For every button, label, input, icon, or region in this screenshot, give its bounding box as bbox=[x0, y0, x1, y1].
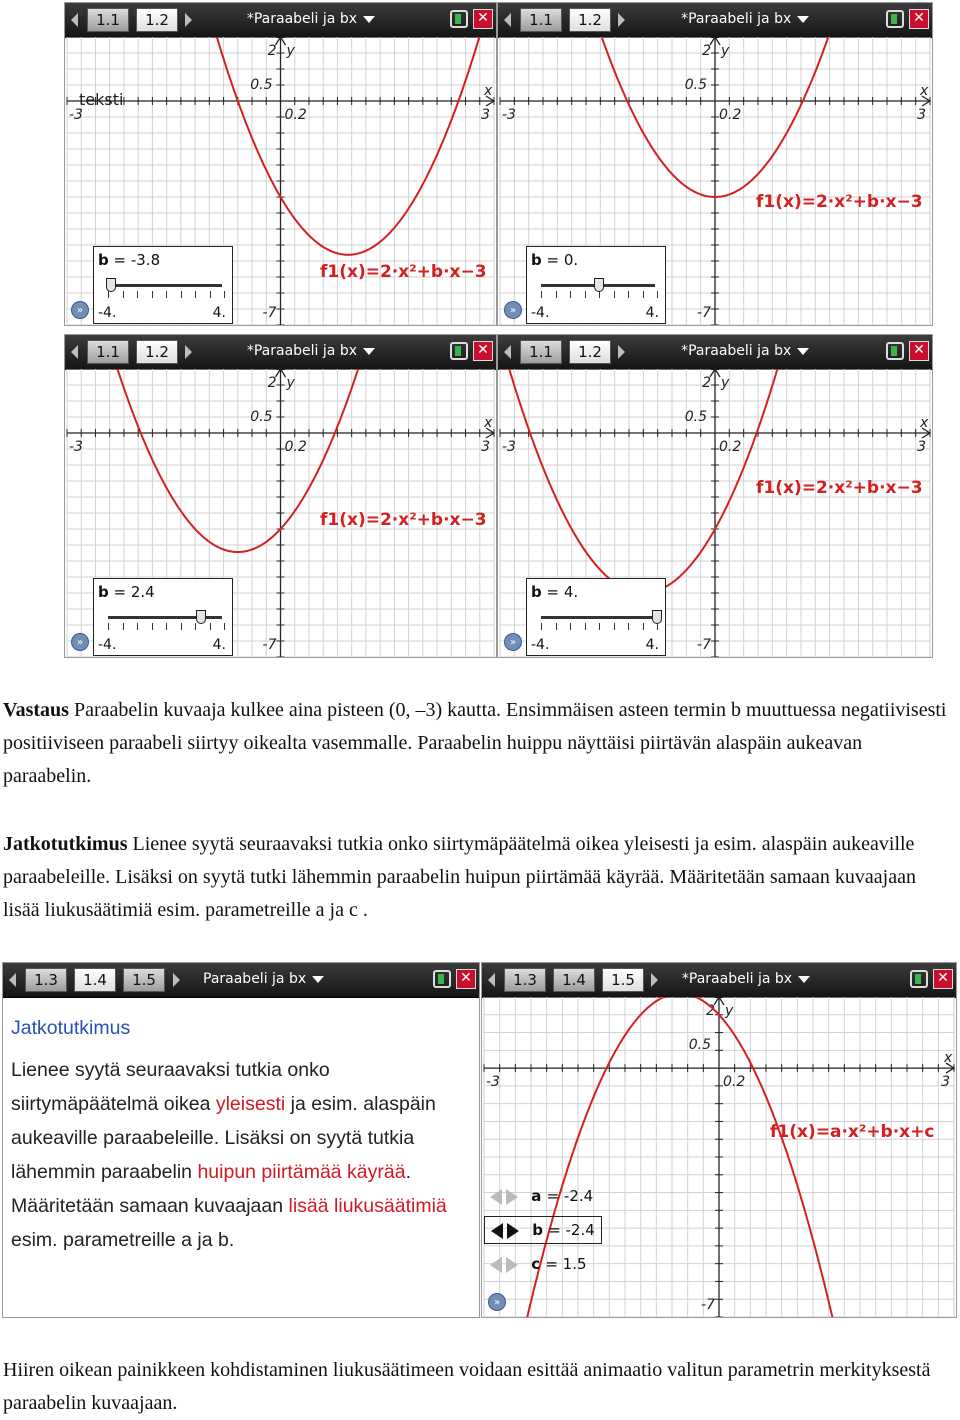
y-scale-label: 0.5 bbox=[250, 77, 273, 93]
slider-thumb[interactable] bbox=[652, 610, 662, 624]
slider-decrement-icon[interactable] bbox=[491, 1223, 503, 1239]
close-icon[interactable]: ✕ bbox=[456, 969, 476, 989]
y-max-label: 2 bbox=[267, 43, 277, 59]
battery-icon bbox=[433, 970, 451, 988]
y-min-label: -7 bbox=[697, 637, 711, 653]
tab-left-arrow-icon[interactable] bbox=[504, 13, 511, 27]
y-scale-label: 0.5 bbox=[684, 409, 707, 425]
slider-b[interactable] bbox=[93, 578, 233, 656]
slider-tick bbox=[643, 291, 644, 298]
slider-value: = -2.4 bbox=[546, 1187, 594, 1205]
x-axis-label: x bbox=[920, 83, 929, 99]
tab-left-arrow-icon[interactable] bbox=[71, 345, 78, 359]
notes-text-part: esim. parametreille a ja b. bbox=[11, 1229, 235, 1251]
x-max-label: 3 bbox=[917, 439, 926, 455]
slider-tick bbox=[599, 623, 600, 630]
slider-value-label: b = -3.8 bbox=[98, 251, 161, 269]
tab-1-1[interactable]: 1.1 bbox=[520, 340, 562, 364]
slider-name: b bbox=[527, 1221, 549, 1239]
slider-tick bbox=[137, 623, 138, 630]
further-study-text: Lienee syytä seuraavaksi tutkia onko siirtymäpäätelmä oikea yleisesti ja esim. alaspäin aukeaville paraabeleille. Lisäksi on syytä tutki lähemmin paraabelin huipun piirtämää käyrää. Määritetään samaan kuvaajaan lisää liukusäätimiä esim. parametreille a ja c . bbox=[3, 833, 916, 921]
y-min-label: -7 bbox=[262, 305, 277, 321]
tab-right-arrow-icon[interactable] bbox=[651, 973, 658, 987]
function-label: f1(x)=2·x²+b·x−3 bbox=[320, 262, 487, 282]
x-max-label: 3 bbox=[481, 439, 490, 455]
slider-thumb[interactable] bbox=[196, 610, 206, 624]
slider-tick bbox=[108, 623, 109, 630]
function-label: f1(x)=2·x²+b·x−3 bbox=[756, 192, 923, 212]
slider-tick bbox=[585, 291, 586, 298]
toolbar bbox=[482, 963, 956, 998]
further-study-paragraph bbox=[3, 828, 953, 927]
slider-min: -4. bbox=[98, 305, 117, 321]
slider-tick bbox=[224, 623, 225, 630]
notes-text-part: huipun piirtämää käyrää bbox=[197, 1161, 406, 1183]
calculator-screen-b-0 bbox=[497, 2, 933, 326]
fast-forward-icon[interactable]: » bbox=[488, 1293, 506, 1311]
slider-tick bbox=[643, 623, 644, 630]
y-min-label: -7 bbox=[262, 637, 277, 653]
tab-right-arrow-icon[interactable] bbox=[618, 13, 625, 27]
tab-right-arrow-icon[interactable] bbox=[173, 973, 180, 987]
fast-forward-icon[interactable]: » bbox=[71, 301, 89, 319]
tab-1-2[interactable]: 1.2 bbox=[136, 8, 178, 32]
tab-1-2[interactable]: 1.2 bbox=[569, 340, 611, 364]
text-label: teksti bbox=[79, 90, 124, 109]
x-scale-label: 0.2 bbox=[719, 439, 742, 455]
slider-tick bbox=[570, 291, 571, 298]
slider-a[interactable] bbox=[490, 1187, 593, 1205]
slider-tick bbox=[556, 291, 557, 298]
slider-decrement-icon[interactable] bbox=[490, 1189, 502, 1205]
slider-max: 4. bbox=[645, 637, 659, 653]
y-axis-label: y bbox=[725, 1003, 734, 1019]
slider-tick bbox=[181, 623, 182, 630]
y-max-label: 2 bbox=[706, 1003, 715, 1019]
tab-left-arrow-icon[interactable] bbox=[488, 973, 495, 987]
x-scale-label: 0.2 bbox=[719, 107, 742, 123]
slider-tick bbox=[123, 291, 124, 298]
y-scale-label: 0.5 bbox=[684, 77, 707, 93]
toolbar bbox=[498, 335, 932, 370]
slider-track[interactable] bbox=[108, 284, 222, 287]
slider-tick bbox=[628, 623, 629, 630]
notes-text-part: Lienee syytä seuraavaksi tutkia onko siirtymäpäätelmä oikea bbox=[11, 1059, 330, 1115]
tab-1-2[interactable]: 1.2 bbox=[569, 8, 611, 32]
caret-down-icon bbox=[363, 16, 375, 23]
closing-text: Hiiren oikean painikkeen kohdistaminen liukusäätimeen voidaan esittää animaatio valitun parametrin merkityksestä paraabelin kuvaajaan. bbox=[3, 1359, 931, 1414]
y-axis-label: y bbox=[286, 43, 295, 59]
battery-icon bbox=[450, 10, 468, 28]
x-scale-label: 0.2 bbox=[284, 439, 307, 455]
document-title-text: *Paraabeli ja bx bbox=[246, 343, 357, 359]
slider-max: 4. bbox=[212, 305, 226, 321]
caret-down-icon bbox=[797, 16, 809, 23]
slider-max: 4. bbox=[645, 305, 659, 321]
x-min-label: -3 bbox=[69, 439, 83, 455]
fast-forward-icon[interactable]: » bbox=[504, 301, 522, 319]
fast-forward-icon[interactable]: » bbox=[504, 633, 522, 651]
slider-tick bbox=[224, 291, 225, 298]
close-icon[interactable]: ✕ bbox=[473, 341, 493, 361]
slider-tick bbox=[570, 623, 571, 630]
fast-forward-icon[interactable]: » bbox=[71, 633, 89, 651]
slider-name: a bbox=[526, 1187, 547, 1205]
slider-b[interactable] bbox=[93, 246, 233, 324]
x-max-label: 3 bbox=[941, 1074, 950, 1091]
slider-tick bbox=[657, 291, 658, 298]
close-icon[interactable]: ✕ bbox=[909, 341, 929, 361]
caret-down-icon bbox=[312, 976, 324, 983]
slider-increment-icon[interactable] bbox=[507, 1223, 519, 1239]
y-scale-label: 0.5 bbox=[250, 409, 273, 425]
document-title[interactable] bbox=[203, 971, 324, 987]
slider-value-label: b = 4. bbox=[531, 583, 579, 601]
slider-min: -4. bbox=[531, 305, 550, 321]
battery-icon bbox=[910, 970, 928, 988]
document-title-text: *Paraabeli ja bx bbox=[681, 343, 792, 359]
slider-min: -4. bbox=[98, 637, 117, 653]
document-title[interactable] bbox=[681, 11, 809, 27]
notes-body bbox=[11, 1053, 480, 1257]
function-label: f1(x)=2·x²+b·x−3 bbox=[756, 478, 923, 498]
slider-value-label: b = 0. bbox=[531, 251, 579, 269]
x-min-label: -3 bbox=[69, 107, 83, 123]
slider-thumb[interactable] bbox=[594, 278, 604, 292]
slider-value-label: b = 2.4 bbox=[98, 583, 155, 601]
caret-down-icon bbox=[798, 976, 810, 983]
slider-thumb[interactable] bbox=[106, 278, 116, 292]
slider-increment-icon[interactable] bbox=[506, 1257, 518, 1273]
tab-1-3[interactable]: 1.3 bbox=[504, 968, 546, 992]
tab-right-arrow-icon[interactable] bbox=[185, 345, 192, 359]
slider-b[interactable] bbox=[526, 578, 666, 656]
x-scale-label: 0.2 bbox=[284, 107, 307, 123]
y-max-label: 2 bbox=[702, 43, 711, 59]
slider-tick bbox=[210, 623, 211, 630]
slider-tick bbox=[628, 291, 629, 298]
notes-screen bbox=[2, 962, 480, 1318]
closing-paragraph bbox=[3, 1354, 953, 1420]
slider-tick bbox=[541, 623, 542, 630]
slider-value: = -2.4 bbox=[548, 1221, 595, 1239]
slider-tick bbox=[152, 291, 153, 298]
close-icon[interactable]: ✕ bbox=[909, 9, 929, 29]
tab-1-1[interactable]: 1.1 bbox=[87, 8, 129, 32]
battery-icon bbox=[450, 342, 468, 360]
slider-tick bbox=[166, 291, 167, 298]
answer-text: Paraabelin kuvaaja kulkee aina pisteen (0, –3) kautta. Ensimmäisen asteen termin b muuttuessa negatiivisesti positiiviseen paraabeli siirtyy oikealta vasemmalle. Paraabelin huippu näyttäisi piirtävän alaspäin aukeavan paraabelin. bbox=[3, 699, 947, 787]
y-axis-label: y bbox=[286, 375, 295, 391]
function-label: f1(x)=2·x²+b·x−3 bbox=[320, 510, 487, 530]
x-min-label: -3 bbox=[486, 1074, 500, 1091]
x-axis-label: x bbox=[484, 83, 493, 99]
tab-1-1[interactable]: 1.1 bbox=[87, 340, 129, 364]
x-axis-label: x bbox=[944, 1050, 953, 1067]
slider-tick bbox=[166, 623, 167, 630]
slider-tick bbox=[599, 291, 600, 298]
slider-decrement-icon[interactable] bbox=[490, 1257, 502, 1273]
slider-tick bbox=[108, 291, 109, 298]
x-axis-label: x bbox=[920, 415, 929, 431]
tab-left-arrow-icon[interactable] bbox=[9, 973, 16, 987]
y-max-label: 2 bbox=[702, 375, 711, 391]
caret-down-icon bbox=[797, 348, 809, 355]
close-icon[interactable]: ✕ bbox=[933, 969, 953, 989]
notes-text-part: yleisesti bbox=[215, 1093, 286, 1115]
slider-b[interactable] bbox=[526, 246, 666, 324]
parabola-curve bbox=[208, 37, 488, 255]
slider-max: 4. bbox=[212, 637, 226, 653]
slider-b[interactable] bbox=[484, 1216, 602, 1244]
x-scale-label: 0.2 bbox=[723, 1074, 746, 1091]
slider-tick bbox=[195, 291, 196, 298]
x-min-label: -3 bbox=[502, 439, 516, 455]
calculator-screen-b-2-4 bbox=[64, 334, 497, 658]
tab-1-4[interactable]: 1.4 bbox=[74, 968, 116, 992]
slider-tick bbox=[556, 623, 557, 630]
y-min-label: -7 bbox=[697, 305, 711, 321]
graph-screen-abc bbox=[481, 962, 957, 1318]
y-axis-label: y bbox=[721, 43, 730, 59]
tab-right-arrow-icon[interactable] bbox=[618, 345, 625, 359]
tab-1-4[interactable]: 1.4 bbox=[553, 968, 595, 992]
slider-c[interactable] bbox=[490, 1255, 587, 1273]
slider-min: -4. bbox=[531, 637, 550, 653]
battery-icon bbox=[886, 342, 904, 360]
slider-tick bbox=[614, 623, 615, 630]
document-title-text: Paraabeli ja bx bbox=[203, 971, 307, 987]
x-min-label: -3 bbox=[502, 107, 516, 123]
further-study-label: Jatkotutkimus bbox=[3, 833, 128, 855]
slider-tick bbox=[137, 291, 138, 298]
x-max-label: 3 bbox=[917, 107, 926, 123]
tab-1-2[interactable]: 1.2 bbox=[136, 340, 178, 364]
notes-text-part: ja esim. alaspäin aukeaville paraabeleille. Lisäksi on syytä tutkia lähemmin paraabelin bbox=[11, 1093, 436, 1183]
x-axis-label: x bbox=[484, 415, 493, 431]
tab-1-3[interactable]: 1.3 bbox=[25, 968, 67, 992]
calculator-screen-b-4 bbox=[497, 334, 933, 658]
y-max-label: 2 bbox=[267, 375, 277, 391]
tab-right-arrow-icon[interactable] bbox=[185, 13, 192, 27]
notes-content[interactable] bbox=[11, 1011, 480, 1257]
battery-icon bbox=[886, 10, 904, 28]
toolbar bbox=[65, 335, 496, 370]
tab-1-5[interactable]: 1.5 bbox=[602, 968, 644, 992]
y-axis-label: y bbox=[721, 375, 730, 391]
slider-tick bbox=[657, 623, 658, 630]
toolbar bbox=[498, 3, 932, 38]
slider-increment-icon[interactable] bbox=[506, 1189, 518, 1205]
tab-left-arrow-icon[interactable] bbox=[504, 345, 511, 359]
slider-tick bbox=[181, 291, 182, 298]
calculator-screen-b-neg3-8 bbox=[64, 2, 497, 326]
y-scale-label: 0.5 bbox=[688, 1037, 711, 1053]
notes-text-part: lisää liukusäätimiä bbox=[288, 1195, 447, 1217]
document-title-text: *Paraabeli ja bx bbox=[681, 971, 793, 987]
slider-name: c bbox=[526, 1255, 546, 1273]
document-title[interactable] bbox=[681, 343, 809, 359]
slider-tick bbox=[195, 623, 196, 630]
tab-1-1[interactable]: 1.1 bbox=[520, 8, 562, 32]
y-min-label: -7 bbox=[701, 1297, 715, 1313]
caret-down-icon bbox=[363, 348, 375, 355]
document-title-text: *Paraabeli ja bx bbox=[681, 11, 792, 27]
x-max-label: 3 bbox=[481, 107, 490, 123]
document-title[interactable] bbox=[247, 11, 375, 27]
toolbar bbox=[3, 963, 479, 998]
slider-tick bbox=[585, 623, 586, 630]
document-title[interactable] bbox=[682, 971, 810, 987]
answer-paragraph bbox=[3, 694, 953, 793]
answer-label: Vastaus bbox=[3, 699, 69, 721]
slider-tick bbox=[210, 291, 211, 298]
slider-tick bbox=[152, 623, 153, 630]
slider-tick bbox=[541, 291, 542, 298]
document-title[interactable] bbox=[247, 343, 375, 359]
notes-heading: Jatkotutkimus bbox=[11, 1017, 131, 1039]
tab-1-5[interactable]: 1.5 bbox=[123, 968, 165, 992]
toolbar bbox=[65, 3, 496, 38]
close-icon[interactable]: ✕ bbox=[473, 9, 493, 29]
slider-tick bbox=[614, 291, 615, 298]
slider-track[interactable] bbox=[541, 616, 655, 619]
tab-left-arrow-icon[interactable] bbox=[71, 13, 78, 27]
function-label: f1(x)=a·x²+b·x+c bbox=[770, 1122, 935, 1142]
slider-tick bbox=[123, 623, 124, 630]
notes-text-part: . Määritetään samaan kuvaajaan bbox=[11, 1161, 411, 1217]
document-title-text: *Paraabeli ja bx bbox=[246, 11, 357, 27]
slider-value: = 1.5 bbox=[545, 1255, 587, 1273]
